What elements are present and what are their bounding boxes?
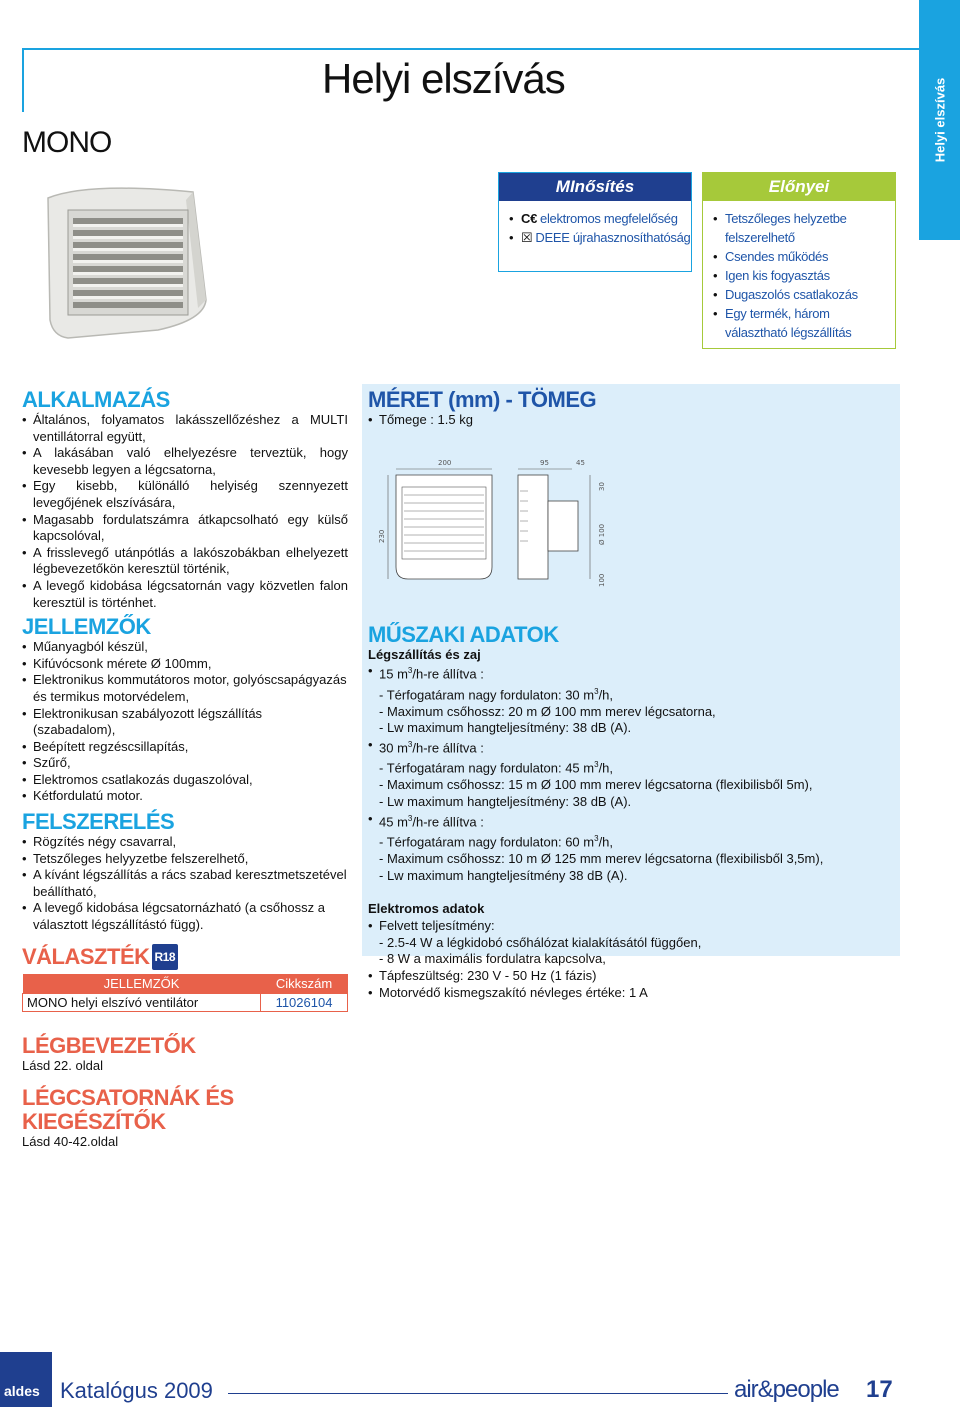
application-item: • Egy kisebb, különálló helyiség szennyezett levegőjének elszívására, — [22, 478, 348, 511]
benefit-item: • Egy termék, három választható légszállítás — [713, 304, 895, 342]
variant-name: MONO helyi elszívó ventilátor — [23, 993, 261, 1011]
flow-line: - Térfogatáram nagy fordulaton: 60 $m^3/h$, — [379, 834, 614, 850]
flow-group-head: • 45 $m^3/h-re$ állítva : — [368, 811, 894, 831]
power-line: - 8 W a maximális fordulatra kapcsolva, — [379, 951, 606, 967]
dim-bottom: 100 — [598, 573, 606, 587]
dimension-drawing — [368, 431, 628, 601]
dim-diameter: Ø 100 — [598, 523, 606, 545]
dim-spigot: 45 — [576, 458, 585, 467]
footer-catalog: Katalógus 2009 — [60, 1378, 213, 1403]
feature-item: • Elektronikus kommutátoros motor, golyóscsapágyazás és termikus motorvédelem, — [22, 672, 348, 705]
side-tab — [919, 0, 960, 240]
dim-height: 230 — [378, 529, 386, 543]
table-row — [23, 993, 348, 1011]
power-line: - 2.5-4 W a légkidobó csőhálózat kialakításától függően, — [379, 934, 702, 950]
footer-brand: air&people — [734, 1376, 839, 1403]
features-title: JELLEMZŐK — [22, 614, 151, 640]
aldes-logo: aldes — [0, 1352, 52, 1407]
product-image — [28, 180, 218, 340]
page-number: 17 — [866, 1376, 893, 1403]
benefit-item: • Tetszőleges helyzetbe felszerelhető — [713, 209, 895, 247]
right-panel — [362, 384, 900, 1000]
installation-item: • A kívánt légszállítás a rács szabad keresztmetszetével beállítható, — [22, 867, 348, 900]
variant-code: 11026104 — [261, 993, 348, 1011]
installation-item: • A levegő kidobása légcsatornázható (a csőhossz a választott légszállítástó függ). — [22, 900, 348, 933]
benefit-item: • Igen kis fogyasztás — [713, 266, 895, 285]
feature-item: • Kétfordulatú motor. — [22, 788, 348, 805]
dim-depth: 95 — [540, 458, 549, 467]
application-item: • Magasabb fordulatszámra átkapcsolható egy külső kapcsolóval, — [22, 512, 348, 545]
voltage: • Tápfeszültség: 230 V - 50 Hz (1 fázis) — [368, 968, 894, 985]
ducts-ref: Lásd 40-42.oldal — [22, 1134, 119, 1150]
certification-title: MInősítés — [499, 173, 691, 201]
cert-item-ce: • C€ elektromos megfelelőség — [509, 209, 691, 228]
air-inlets-ref: Lásd 22. oldal — [22, 1057, 103, 1073]
application-title: ALKALMAZÁS — [22, 387, 170, 412]
application-item: • A frisslevegő utánpótlás a lakószobákban elhelyezett légbevezetőkön keresztül történik, — [22, 545, 348, 578]
flow-line: - Lw maximum hangteljesítmény: 38 dB (A). — [379, 720, 632, 736]
variants-table — [22, 974, 348, 1012]
flow-subtitle: Légszállítás és zaj — [368, 646, 481, 662]
feature-item: • Elektronikusan szabályozott légszállítás (szabadalom), — [22, 706, 348, 739]
power-head: • Felvett teljesítmény: — [368, 918, 894, 935]
flow-group-head: • 30 $m^3/h-re$ állítva : — [368, 737, 894, 757]
product-name: MONO — [22, 126, 112, 159]
feature-item: • Kifúvócsonk mérete Ø 100mm, — [22, 656, 348, 673]
installation-item: • Rögzítés négy csavarral, — [22, 834, 348, 851]
flow-group-head: • 15 $m^3/h-re$ állítva : — [368, 663, 894, 683]
air-inlets-title: LÉGBEVEZETŐK — [22, 1032, 196, 1058]
feature-item: • Beépített regzéscsillapítás, — [22, 739, 348, 756]
dim-top: 30 — [598, 481, 606, 491]
application-item: • A levegő kidobása légcsatornán vagy közvetlen falon keresztül is történhet. — [22, 578, 348, 611]
variants-header-name: JELLEMZŐK — [23, 974, 261, 994]
feature-item: • Elektromos csatlakozás dugaszolóval, — [22, 772, 348, 789]
flow-line: - Lw maximum hangteljesítmény 38 dB (A). — [379, 868, 628, 884]
ce-icon: C€ — [521, 211, 538, 226]
electric-subtitle: Elektromos adatok — [368, 900, 485, 916]
feature-item: • Szűrő, — [22, 755, 348, 772]
installation-title: FELSZERELÉS — [22, 809, 175, 835]
variants-title: VÁLASZTÉK R18 — [22, 944, 348, 970]
benefits-title: Előnyei — [703, 173, 895, 201]
page-title: Helyi elszívás — [322, 55, 565, 102]
dim-width: 200 — [438, 458, 452, 467]
weight: • Tőmege : 1.5 kg — [368, 412, 894, 429]
r18-badge: R18 — [152, 944, 179, 970]
bin-icon: ☒ — [521, 230, 533, 245]
flow-line: - Maximum csőhossz: 15 m Ø 100 mm merev légcsatorna (flexibilisből 5m), — [379, 777, 813, 793]
certification-box — [498, 172, 692, 272]
flow-line: - Maximum csőhossz: 10 m Ø 125 mm merev légcsatorna (flexibilisből 3,5m), — [379, 851, 824, 867]
ducts-title: LÉGCSATORNÁK ÉS KIEGÉSZÍTŐK — [22, 1085, 234, 1135]
benefit-item: • Csendes működés — [713, 247, 895, 266]
application-item: • Általános, folyamatos lakásszellőzéshez a MULTI ventillátorral együtt, — [22, 412, 348, 445]
feature-item: • Műanyagból készül, — [22, 639, 348, 656]
flow-line: - Lw maximum hangteljesítmény: 38 dB (A). — [379, 794, 632, 810]
motor-protection: • Motorvédő kismegszakító névleges értéke: 1 A — [368, 985, 894, 1002]
side-tab-label: Helyi elszívás — [932, 77, 947, 163]
flow-line: - Térfogatáram nagy fordulaton: 30 $m^3/h$, — [379, 686, 614, 702]
footer-divider — [228, 1393, 728, 1394]
variants-header-code: Cikkszám — [261, 974, 348, 994]
benefit-item: • Dugaszolós csatlakozás — [713, 285, 895, 304]
technical-title: MŰSZAKI ADATOK — [368, 621, 559, 647]
cert-item-deee: • ☒ DEEE újrahasznosíthatóság — [509, 228, 691, 247]
flow-line: - Maximum csőhossz: 20 m Ø 100 mm merev légcsatorna, — [379, 703, 716, 719]
left-column — [22, 388, 348, 1151]
benefits-box — [702, 172, 896, 349]
application-item: • A lakásában való elhelyezésre terveztük, hogy kevesebb legyen a légcsatorna, — [22, 445, 348, 478]
installation-item: • Tetszőleges helyyzetbe felszerelhető, — [22, 851, 348, 868]
flow-line: - Térfogatáram nagy fordulaton: 45 $m^3/h$, — [379, 760, 614, 776]
dimensions-title: MÉRET (mm) - TÖMEG — [368, 387, 597, 412]
